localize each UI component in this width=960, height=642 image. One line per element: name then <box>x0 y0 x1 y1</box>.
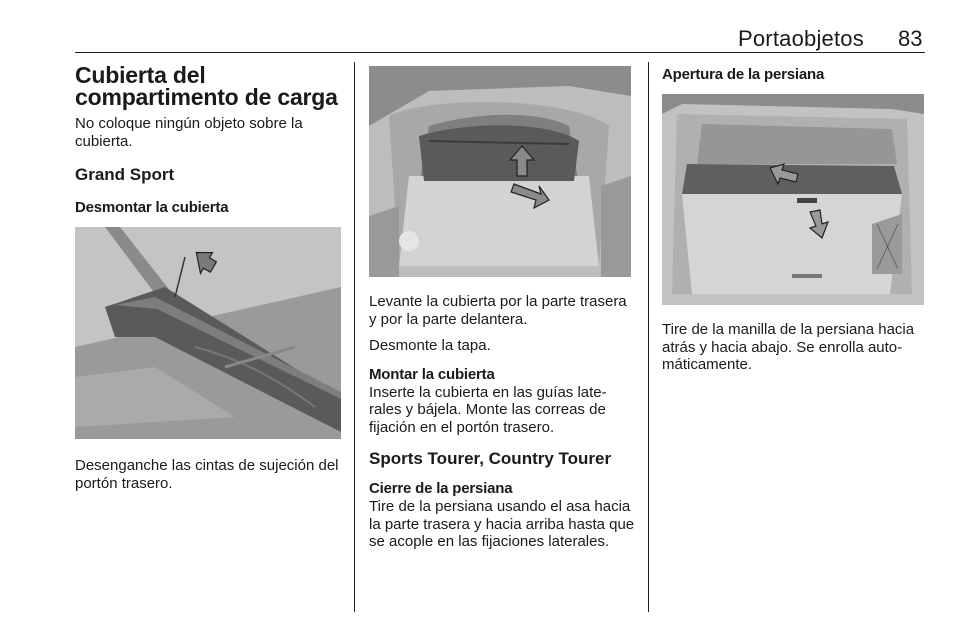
open-instructions: Tire de la manilla de la persiana hacia atrás y hacia abajo. Se enrolla auto-máticamente. <box>662 321 915 373</box>
header-divider <box>75 52 925 53</box>
subsection-remove-cover: Desmontar la cubierta <box>75 199 229 216</box>
subsection-close-blind: Cierre de la persiana <box>369 480 513 497</box>
caption-remove-lid: Desmonte la tapa. <box>369 337 491 354</box>
section-title: Portaobjetos <box>738 26 864 51</box>
caption-lift-cover: Levante la cubierta por la parte trasera y por la parte delantera. <box>369 293 627 328</box>
subsection-open-blind: Apertura de la persiana <box>662 66 825 83</box>
column-3 <box>662 64 928 374</box>
close-instructions: Tire de la persiana usando el asa hacia la parte trasera y hacia arriba hasta que se acople en las fijaciones laterales. <box>369 498 635 550</box>
column-divider-2 <box>648 62 649 612</box>
intro-text: No coloque ningún objeto sobre la cubierta. <box>75 115 303 150</box>
section-heading-sports-tourer: Sports Tourer, Country Tourer <box>369 449 612 468</box>
column-2 <box>369 64 635 551</box>
illustration-open-blind <box>662 94 924 305</box>
page-number: 83 <box>898 26 923 51</box>
section-heading-grand-sport: Grand Sport <box>75 165 175 184</box>
illustration-tailgate-straps <box>75 227 341 439</box>
subsection-mount-cover: Montar la cubierta <box>369 365 495 383</box>
illustration-lift-cover <box>369 66 631 277</box>
chapter-heading: Cubierta del compartimento de carga <box>75 62 338 110</box>
column-divider-1 <box>354 62 355 612</box>
mount-instructions: Inserte la cubierta en las guías late-rales y bájela. Monte las correas de fijación en el portón trasero. <box>369 383 607 436</box>
caption-unhook-straps: Desenganche las cintas de sujeción del portón trasero. <box>75 457 339 492</box>
column-1 <box>75 64 341 492</box>
